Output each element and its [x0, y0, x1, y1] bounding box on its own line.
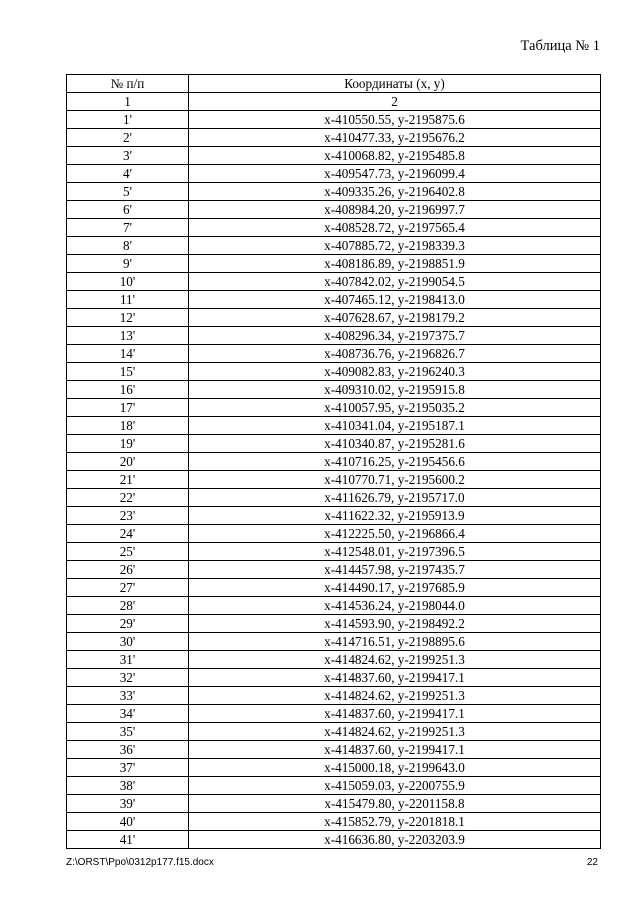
table-row	[67, 687, 601, 705]
coordinates-cell: x-414457.98, y-2197435.7	[189, 561, 601, 579]
coordinates-cell: x-409547.73, y-2196099.4	[189, 165, 601, 183]
point-number-cell: 2'	[67, 129, 189, 147]
coordinates-cell: x-414837.60, y-2199417.1	[189, 705, 601, 723]
point-number-cell: 16'	[67, 381, 189, 399]
footer-file-path: Z:\ORST\Ppo\0312p177.f15.docx	[66, 857, 214, 868]
coordinates-cell: x-414837.60, y-2199417.1	[189, 669, 601, 687]
table-row	[67, 777, 601, 795]
point-number-cell: 40'	[67, 813, 189, 831]
point-number-cell: 13'	[67, 327, 189, 345]
coordinates-cell: x-415479.80, y-2201158.8	[189, 795, 601, 813]
point-number-cell: 32'	[67, 669, 189, 687]
table-row	[67, 381, 601, 399]
coordinates-cell: x-415000.18, y-2199643.0	[189, 759, 601, 777]
point-number-cell: 21'	[67, 471, 189, 489]
point-number-cell: 28'	[67, 597, 189, 615]
table-row	[67, 759, 601, 777]
point-number-cell: 17'	[67, 399, 189, 417]
coordinates-cell: x-415059.03, y-2200755.9	[189, 777, 601, 795]
point-number-cell: 38'	[67, 777, 189, 795]
point-number-cell: 41'	[67, 831, 189, 849]
coordinates-cell: x-414536.24, y-2198044.0	[189, 597, 601, 615]
point-number-cell: 34'	[67, 705, 189, 723]
table-row	[67, 309, 601, 327]
table-caption: Таблица № 1	[520, 38, 600, 54]
point-number-cell: 33'	[67, 687, 189, 705]
point-number-cell: 14'	[67, 345, 189, 363]
point-number-cell: 5'	[67, 183, 189, 201]
table-row	[67, 219, 601, 237]
point-number-cell: 1'	[67, 111, 189, 129]
table-row	[67, 525, 601, 543]
table-row	[67, 597, 601, 615]
table-row	[67, 543, 601, 561]
column-index-row	[67, 93, 601, 111]
coordinates-cell: x-407628.67, y-2198179.2	[189, 309, 601, 327]
table-row	[67, 399, 601, 417]
table-row	[67, 345, 601, 363]
table-row	[67, 183, 601, 201]
table-row	[67, 363, 601, 381]
coordinates-cell: x-408736.76, y-2196826.7	[189, 345, 601, 363]
point-number-cell: 15'	[67, 363, 189, 381]
coordinates-cell: x-410477.33, y-2195676.2	[189, 129, 601, 147]
point-number-cell: 7'	[67, 219, 189, 237]
point-number-cell: 30'	[67, 633, 189, 651]
table-row	[67, 669, 601, 687]
coordinates-cell: x-408528.72, y-2197565.4	[189, 219, 601, 237]
table-row	[67, 165, 601, 183]
point-number-cell: 4'	[67, 165, 189, 183]
coordinates-cell: x-414593.90, y-2198492.2	[189, 615, 601, 633]
point-number-cell: 31'	[67, 651, 189, 669]
coordinates-cell: x-410340.87, y-2195281.6	[189, 435, 601, 453]
table-row	[67, 561, 601, 579]
table-row	[67, 651, 601, 669]
coordinates-cell: x-409310.02, y-2195915.8	[189, 381, 601, 399]
header-row	[67, 75, 601, 93]
coordinates-cell: x-414824.62, y-2199251.3	[189, 687, 601, 705]
header-coordinates: Координаты (x, y)	[189, 75, 601, 93]
point-number-cell: 36'	[67, 741, 189, 759]
coordinates-cell: x-410068.82, y-2195485.8	[189, 147, 601, 165]
point-number-cell: 24'	[67, 525, 189, 543]
coordinates-cell: x-414716.51, y-2198895.6	[189, 633, 601, 651]
table-row	[67, 129, 601, 147]
point-number-cell: 9'	[67, 255, 189, 273]
coordinates-cell: x-414837.60, y-2199417.1	[189, 741, 601, 759]
table-row	[67, 633, 601, 651]
table-row	[67, 435, 601, 453]
point-number-cell: 23'	[67, 507, 189, 525]
table-row	[67, 417, 601, 435]
coordinates-cell: x-411622.32, y-2195913.9	[189, 507, 601, 525]
coordinates-cell: x-410716.25, y-2195456.6	[189, 453, 601, 471]
point-number-cell: 12'	[67, 309, 189, 327]
coordinates-cell: x-412225.50, y-2196866.4	[189, 525, 601, 543]
coordinates-cell: x-414824.62, y-2199251.3	[189, 723, 601, 741]
table-row	[67, 237, 601, 255]
point-number-cell: 11'	[67, 291, 189, 309]
table-row	[67, 489, 601, 507]
point-number-cell: 35'	[67, 723, 189, 741]
coordinates-cell: x-412548.01, y-2197396.5	[189, 543, 601, 561]
point-number-cell: 6'	[67, 201, 189, 219]
table-row	[67, 273, 601, 291]
coordinates-cell: x-416636.80, y-2203203.9	[189, 831, 601, 849]
point-number-cell: 29'	[67, 615, 189, 633]
table-row	[67, 705, 601, 723]
table-row	[67, 291, 601, 309]
point-number-cell: 26'	[67, 561, 189, 579]
coordinates-cell: x-407842.02, y-2199054.5	[189, 273, 601, 291]
header-number: № п/п	[67, 75, 189, 93]
coordinates-cell: x-410057.95, y-2195035.2	[189, 399, 601, 417]
table-row	[67, 471, 601, 489]
coordinates-cell: x-410770.71, y-2195600.2	[189, 471, 601, 489]
table-row	[67, 813, 601, 831]
table-row	[67, 507, 601, 525]
table-row	[67, 327, 601, 345]
table-row	[67, 795, 601, 813]
table-row	[67, 201, 601, 219]
column-index-2: 2	[189, 93, 601, 111]
coordinates-cell: x-409335.26, y-2196402.8	[189, 183, 601, 201]
coordinates-cell: x-407885.72, y-2198339.3	[189, 237, 601, 255]
table-row	[67, 723, 601, 741]
coordinates-cell: x-414824.62, y-2199251.3	[189, 651, 601, 669]
table-row	[67, 255, 601, 273]
coordinates-cell: x-411626.79, y-2195717.0	[189, 489, 601, 507]
coordinates-cell: x-410550.55, y-2195875.6	[189, 111, 601, 129]
table-row	[67, 147, 601, 165]
point-number-cell: 27'	[67, 579, 189, 597]
table-row	[67, 615, 601, 633]
coordinates-cell: x-410341.04, y-2195187.1	[189, 417, 601, 435]
coordinates-cell: x-408296.34, y-2197375.7	[189, 327, 601, 345]
point-number-cell: 10'	[67, 273, 189, 291]
table-row	[67, 111, 601, 129]
coordinates-table	[66, 74, 601, 849]
point-number-cell: 3'	[67, 147, 189, 165]
coordinates-cell: x-407465.12, y-2198413.0	[189, 291, 601, 309]
coordinates-cell: x-415852.79, y-2201818.1	[189, 813, 601, 831]
column-index-1: 1	[67, 93, 189, 111]
table-row	[67, 453, 601, 471]
coordinates-cell: x-414490.17, y-2197685.9	[189, 579, 601, 597]
table-row	[67, 741, 601, 759]
point-number-cell: 39'	[67, 795, 189, 813]
coordinates-cell: x-408186.89, y-2198851.9	[189, 255, 601, 273]
point-number-cell: 19'	[67, 435, 189, 453]
point-number-cell: 18'	[67, 417, 189, 435]
table-row	[67, 831, 601, 849]
coordinates-cell: x-409082.83, y-2196240.3	[189, 363, 601, 381]
point-number-cell: 22'	[67, 489, 189, 507]
table-row	[67, 579, 601, 597]
point-number-cell: 37'	[67, 759, 189, 777]
point-number-cell: 20'	[67, 453, 189, 471]
footer-page-number: 22	[586, 857, 598, 868]
coordinates-cell: x-408984.20, y-2196997.7	[189, 201, 601, 219]
point-number-cell: 25'	[67, 543, 189, 561]
point-number-cell: 8'	[67, 237, 189, 255]
